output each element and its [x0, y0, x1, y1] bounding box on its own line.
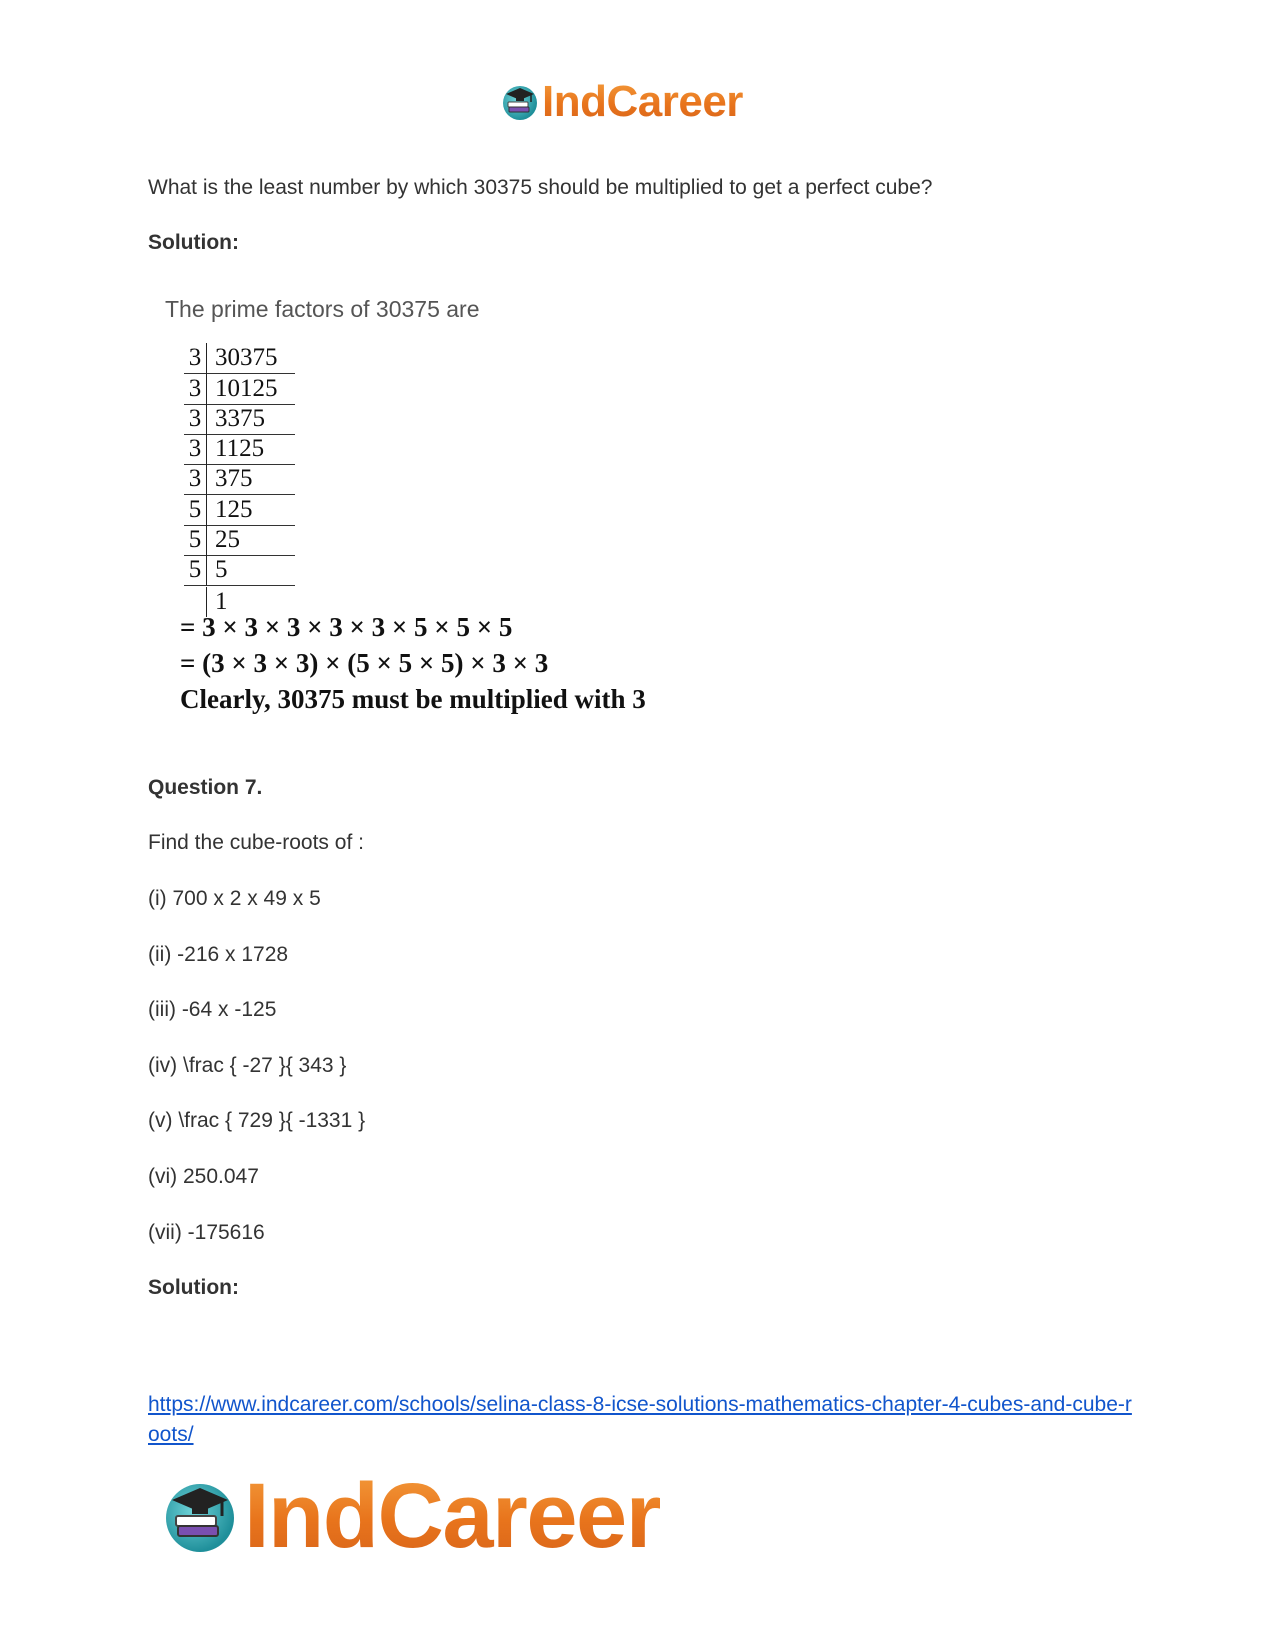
factor-product-line: = 3 × 3 × 3 × 3 × 3 × 5 × 5 × 5: [180, 612, 513, 642]
ladder-row: [184, 495, 295, 525]
list-item: (vi) 250.047: [148, 1165, 259, 1188]
logo-wordmark: IndCareer: [244, 1465, 660, 1567]
ladder-quotient: 25: [206, 525, 295, 556]
ladder-quotient: 3375: [206, 404, 295, 435]
ladder-row: [184, 435, 295, 465]
ladder-row: [184, 405, 295, 435]
ladder-quotient: 1125: [206, 434, 295, 465]
ladder-row: [184, 465, 295, 495]
solution-label: Solution:: [148, 1276, 239, 1299]
ladder-divisor: 3: [184, 434, 206, 465]
indcareer-logo-bottom: [160, 1465, 660, 1567]
ladder-quotient: 125: [206, 495, 295, 526]
ladder-row: [184, 374, 295, 404]
ladder-row: [184, 344, 295, 374]
question-heading: Question 7.: [148, 776, 263, 799]
graduation-cap-book-globe-icon: [500, 82, 540, 122]
ladder-quotient: 10125: [206, 374, 295, 405]
figure-intro: The prime factors of 30375 are: [165, 296, 480, 322]
ladder-divisor: 3: [184, 374, 206, 405]
list-item: (v) \frac { 729 }{ -1331 }: [148, 1109, 366, 1132]
list-item: (iii) -64 x -125: [148, 998, 277, 1021]
ladder-divisor: 5: [184, 495, 206, 526]
question-text: What is the least number by which 30375 should be multiplied to get a perfect cube?: [148, 176, 933, 199]
list-item: (vii) -175616: [148, 1221, 265, 1244]
source-link[interactable]: https://www.indcareer.com/schools/selina-class-8-icse-solutions-mathematics-chapter-4-cubes-and-cube-roots/: [148, 1393, 1132, 1446]
list-item: (iv) \frac { -27 }{ 343 }: [148, 1054, 347, 1077]
logo-wordmark: IndCareer: [542, 77, 743, 126]
list-item: (ii) -216 x 1728: [148, 943, 289, 966]
ladder-divisor: 3: [184, 404, 206, 435]
ladder-quotient: 5: [206, 555, 295, 586]
ladder-quotient: 375: [206, 464, 295, 495]
graduation-cap-book-globe-icon: [160, 1476, 240, 1556]
ladder-divisor: 3: [184, 464, 206, 495]
indcareer-logo-top: [500, 77, 743, 126]
ladder-divisor: 5: [184, 525, 206, 556]
conclusion-line: Clearly, 30375 must be multiplied with 3: [180, 684, 646, 714]
ladder-quotient: 30375: [206, 343, 295, 374]
solution-figure: [160, 296, 680, 736]
grouped-factor-line: = (3 × 3 × 3) × (5 × 5 × 5) × 3 × 3: [180, 648, 549, 678]
question-prompt: Find the cube-roots of :: [148, 831, 364, 854]
ladder-row: [184, 526, 295, 556]
prime-factor-ladder: [184, 344, 295, 617]
ladder-quotient: 1: [206, 587, 295, 617]
solution-label: Solution:: [148, 231, 239, 254]
ladder-divisor: 5: [184, 555, 206, 586]
ladder-divisor: 3: [184, 343, 206, 374]
ladder-row: [184, 556, 295, 586]
list-item: (i) 700 x 2 x 49 x 5: [148, 887, 321, 910]
